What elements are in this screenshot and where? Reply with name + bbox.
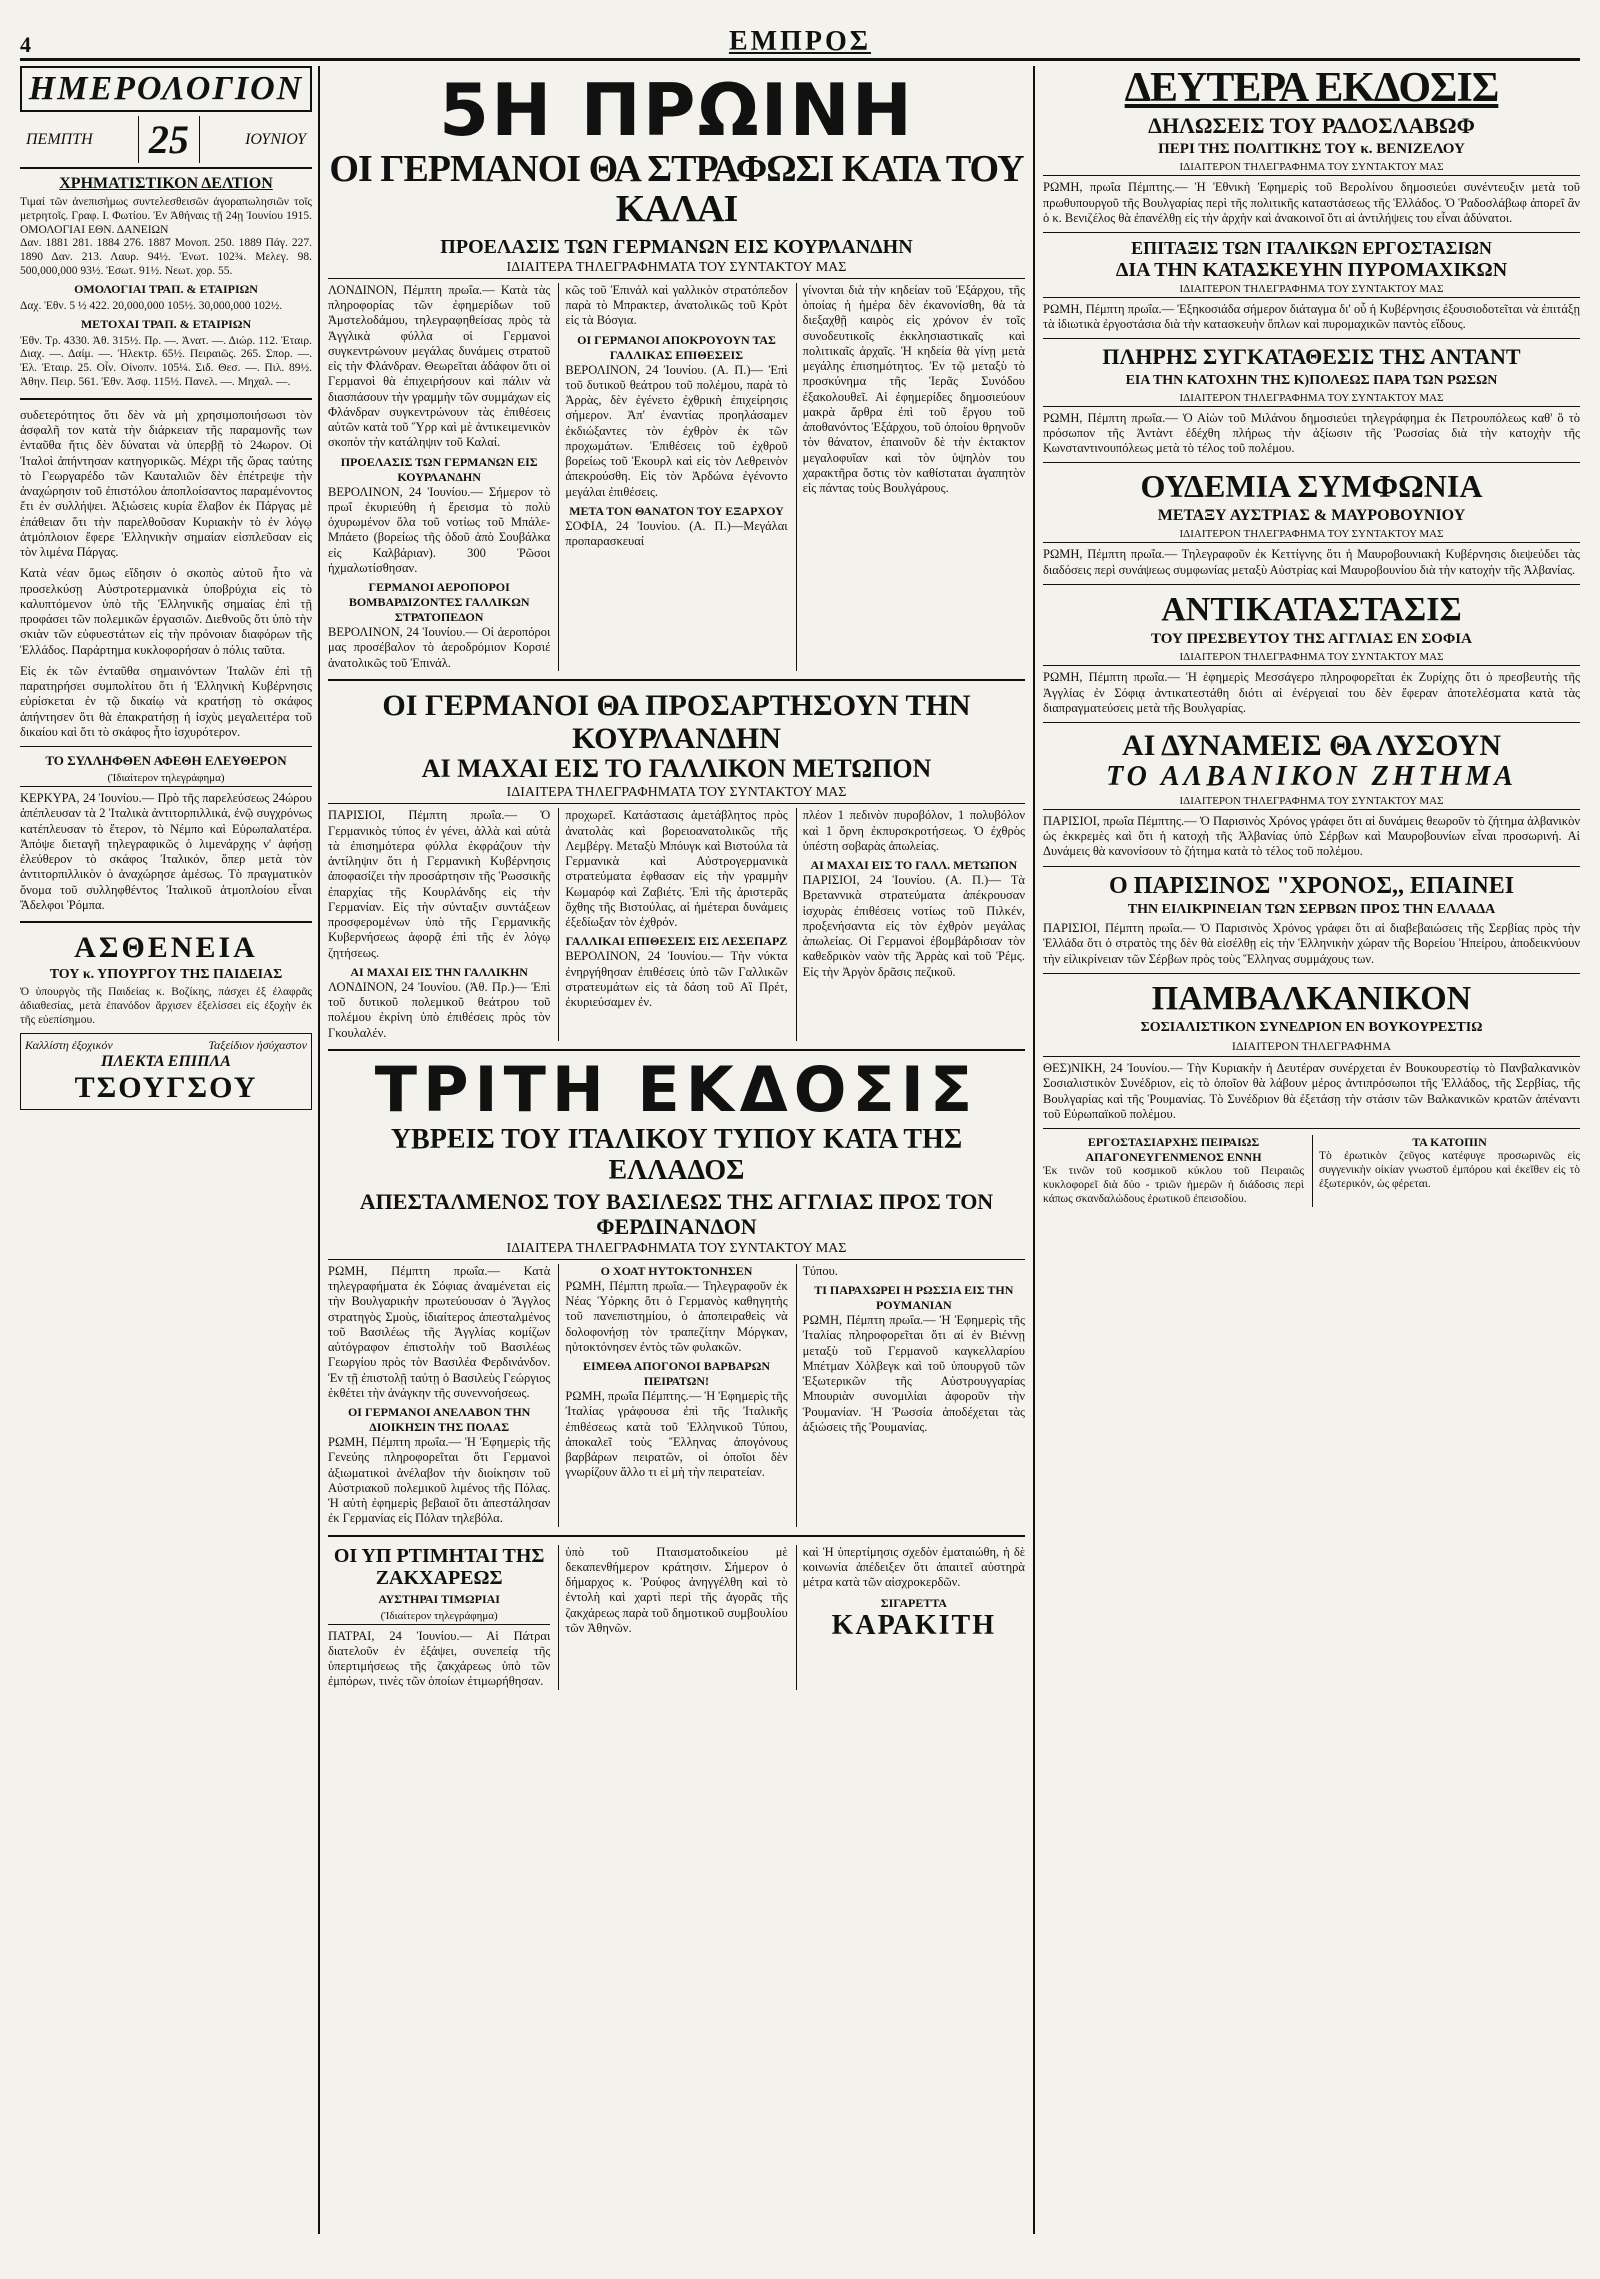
replacement-kicker: ΙΔΙΑΙΤΕΡΟΝ ΤΗΛΕΓΡΑΦΗΜΑ ΤΟΥ ΣΥΝΤΑΚΤΟΥ ΜΑΣ [1043,651,1580,666]
block1-col2-sub2: ΜΕΤΑ ΤΟΝ ΘΑΝΑΤΟΝ ΤΟΥ ΕΞΑΡΧΟΥ [569,503,784,518]
panbalkan-text: ΘΕΣ)ΝΙΚΗ, 24 Ἰουνίου.— Τὴν Κυριακὴν ἡ Δευτέραν συνέρχεται ἐν Βουκουρεστίῳ τὸ Πανβαλκανικὸν Σοσιαλιστικὸν Συνέδριον, εἰς τὸ ὁποῖον θὰ λάβουν μέρος ἀντιπρόσωποι τῆς Ἑλλάδος, τῆς Σερβίας, τῆς Βουλγαρίας καὶ τῆς Ῥουμανίας. Τὸ Συνέδριον θὰ ἐξετάσῃ τὴν στάσιν τῶν Βαλκανικῶν κρατῶν ἀπέναντι τοῦ Εὐρωπαϊκοῦ πολέμου. [1043,1061,1580,1121]
no-agreement-headline: ΟΥΔΕΜΙΑ ΣΥΜΦΩΝΙΑ [1140,468,1483,505]
bottom-block [1043,1135,1580,1206]
subhead-courland: ΠΡΟΕΛΑΣΙΣ ΤΩΝ ΓΕΡΜΑΝΩΝ ΕΙΣ ΚΟΥΡΛΑΝΔΗΝ [440,235,913,258]
left-column [20,66,320,2234]
divider [1043,338,1580,339]
masthead [20,14,1580,61]
block2-col3-sub: ΑΙ ΜΑΧΑΙ ΕΙΣ ΤΟ ΓΑΛΛ. ΜΕΤΩΠΟΝ [810,858,1018,873]
entente-kicker: ΙΔΙΑΙΤΕΡΟΝ ΤΗΛΕΓΡΑΦΗΜΑ ΤΟΥ ΣΥΝΤΑΚΤΟΥ ΜΑΣ [1043,392,1580,407]
divider [20,746,312,747]
sugar-col3: καὶ Ἡ ὑπερτίμησις σχεδὸν ἐματαιώθη, ἡ δὲ κοινωνία ἀπέδειξεν ὅτι ἀπαιτεῖ αὐστηρὰ μέτρα κατὰ τῶν αἰσχροκερδῶν. [802,1544,1025,1590]
finance-title: ΧΡΗΜΑΤΙΣΤΙΚΟΝ ΔΕΛΤΙΟΝ [59,175,273,192]
block1-col1-text: ΛΟΝΔΙΝΟΝ, Πέμπτη πρωΐα.— Κατὰ τὰς πληροφορίας τῶν ἐφημερίδων τοῦ Ἀμστελοδάμου, τηλεγραφηθείσας πρὸς τὰ Ἀγγλικὰ φύλλα οἱ Γερμανοὶ συγκεντρώνουν μεγάλας δυνάμεις στρατοῦ εἰς τὴν Φλάνδραν. Θεωρεῖται ἀδάφον ὅτι οἱ Γερμανοὶ θὰ ἐπιχειρήσουν καὶ πάλιν νὰ διασπάσουν τὴν γραμμὴν τῶν συμμάχων εἰς Φλάνδραν συγκεντρώνουν τὰς ἐπιθέσεις αὐτῶν κατὰ τοῦ Ὕρρ καὶ μὲ ἀντικειμενικὸν σκοπὸν τὴν κατάληψιν τοῦ Καλαί. [328,282,551,450]
captured-title: ΤΟ ΣΥΛΛΗΦΘΕΝ ΑΦΕΘΗ ΕΛΕΥΘΕΡΟΝ [45,753,287,769]
left-article-2: Κατὰ νέαν ὅμως εἴδησιν ὁ σκοπὸς αὐτοῦ ἦτο νὰ προσελκύσῃ Αὐστροτερμανικὰ ὑποβρύχια εἰς τὸ καλυπτόμενον ὑπὸ τῆς Ἑλληνικῆς σημαίας ἐπὶ τῇ προφάσει τῶν πολεμικῶν ἐργασιῶν. Διεθνοῦς ὅτι ὑπὸ τὴν σκιὰν τῶν εὐφυεστάτων εἰς τὴν πρόνοιαν διαφόρων τῆς Ἑλλάδος. Παράρτημα κυκλοφορήσαν ὁ πόλις ταῦτα. [20,566,312,657]
radoslavov-kicker: ΙΔΙΑΙΤΕΡΟΝ ΤΗΛΕΓΡΑΦΗΜΑ ΤΟΥ ΣΥΝΤΑΚΤΟΥ ΜΑΣ [1043,161,1580,176]
second-edition-title: ΔΕΥΤΕΡΑ ΕΚΔΟΣΙΣ [1124,66,1499,111]
ad-subtitle: ΠΛΕΚΤΑ ΕΠΙΠΛΑ [101,1053,231,1071]
no-agreement-kicker: ΙΔΙΑΙΤΕΡΟΝ ΤΗΛΕΓΡΑΦΗΜΑ ΤΟΥ ΣΥΝΤΑΚΤΟΥ ΜΑΣ [1043,528,1580,543]
middle-column [320,66,1035,2234]
aftermath-title: ΤΑ ΚΑΤΟΠΙΝ [1412,1135,1487,1150]
block2-col1-sub: ΑΙ ΜΑΧΑΙ ΕΙΣ ΤΗΝ ΓΑΛΛΙΚΗΝ [350,964,528,979]
kicker-3: ΙΔΙΑΙΤΕΡΑ ΤΗΛΕΓΡΑΦΗΜΑΤΑ ΤΟΥ ΣΥΝΤΑΚΤΟΥ ΜΑΣ [328,1241,1025,1260]
block3-col1-text2: ΡΩΜΗ, Πέμπτη πρωΐα.— Ἡ Ἐφημερὶς τῆς Γενεύης πληροφορεῖται ὅτι Γερμανοὶ ἀξιωματικοὶ ἀνέλαβον τὴν διοίκησιν τοῦ Αὐστριακοῦ πολεμικοῦ λιμένος τῆς Πόλας. Ἡ αὐτὴ ἐφημερὶς βεβαιοῖ ὅτι ἀπεστάλησαν ἐκ Γερμανίας εἰς Πόλαν τηλεβόλα. [328,1435,551,1526]
sugar-sub: ΑΥΣΤΗΡΑΙ ΤΙΜΩΡΙΑΙ [378,1591,500,1606]
no-agreement-text: ΡΩΜΗ, Πέμπτη πρωΐα.— Τηλεγραφοῦν ἐκ Κεττίγνης ὅτι ἡ Μαυροβουνιακὴ Κυβέρνησις διεψεύδει τὰς διαδόσεις περὶ συνάψεως συμφωνίας μεταξὺ Αὐστρίας καὶ Μαυροβουνίου διὰ τὴν κατοχὴν τῆς Ἀλβανίας. [1043,547,1580,577]
block1-col1-text3: ΒΕΡΟΛΙΝΟΝ, 24 Ἰουνίου.— Οἱ ἀεροπόροι μας προσέβαλον τὸ ἀεροδρόμιον Κορσιέ ἀνατολικῶς τοῦ Ἐπινάλ. [328,625,551,670]
block3-col1-sub: ΟΙ ΓΕΡΜΑΝΟΙ ΑΝΕΛΑΒΟΝ ΤΗΝ ΔΙΟΙΚΗΣΙΝ ΤΗΣ ΠΟΛΑΣ [347,1405,531,1435]
ad-top-left: Καλλίστη ἐξοχικόν [25,1038,113,1053]
left-article-1: συδετερότητος ὅτι δὲν νὰ μὴ χρησιμοποιήσωσι τὸν ἀσφαλῆ τον κατὰ τὴν διάρκειαν τῆς παραμονῆς των ἐνταῦθα ἥτις δὲν δύναται νὰ ὑπερβῇ τὸ 24ωρον. Οἱ Ἰταλοὶ ἀπήντησαν κατηγορικῶς. Μέχρι τῆς ὥρας ταύτης τὸ Γεωργαρέδο τῶν Καυταλιῶν δὲν ἐπέτρεψε τὴν ἀναχώρησιν τοῦ ἐπιστόλου ἀποπλοίσαντος παραμένοντος ἔτι ἐν συλλήψει. Ἀξιώσεις κυρία ἔλαβον ἐκ Πάργας μὲ ἐπάθειαν ὅτι τὴν παρελθοῦσαν Κυριακὴν τὸ ἐν λόγῳ ἀτμόπλοιον ἔφερε Ἑλληνικὴν σημαίαν εἰσπλεῦσαν εἰς τὸν λιμένα Πάργας. [20,407,312,560]
block3-col3-text0: Τύπου. [802,1263,838,1278]
block3-col1-text: ΡΩΜΗ, Πέμπτη πρωΐα.— Κατὰ τηλεγραφήματα ἐκ Σόφιας ἀναμένεται εἰς τὴν Βουλγαρικὴν πρωτεύουσαν ὁ Ἄγγλος στρατηγὸς Σμοὺς, ἰδιαίτερος ἀπεσταλμένος τοῦ Βασιλέως τῆς Ἀγγλίας κομίζων αὐτόγραφον ἐπιστολὴν τοῦ Βασιλέως Γεωργίου πρὸς τὸν Βασιλέα Φερδινάνδον. Ἐν τῇ ἐπιστολῇ ταύτῃ ὁ Βασιλεὺς Γεώργιος ἐκθέτει τὴν ἀνάγκην τῆς συνεννοήσεως. [328,1263,551,1400]
block3-col2-sub2: ΕΙΜΕΘΑ ΑΠΟΓΟΝΟΙ ΒΑΡΒΑΡΩΝ ΠΕΙΡΑΤΩΝ! [582,1359,771,1389]
article-block-4 [328,1545,1025,1690]
headline-insults: ΥΒΡΕΙΣ ΤΟΥ ΙΤΑΛΙΚΟΥ ΤΥΠΟΥ ΚΑΤΑ ΤΗΣ ΕΛΛΑΔΟΣ [390,1123,963,1186]
block3-col2-text2: ΡΩΜΗ, πρωΐα Πέμπτης.— Ἡ Ἐφημερὶς τῆς Ἰταλίας γράφουσα ἐπὶ τῆς Ἰταλικῆς ἐπιθέσεως κατὰ τοῦ Ἑλληνικοῦ Τύπου, ἀποκαλεῖ τοὺς Ἕλληνας ἀπογόνους βαρβάρων πειρατῶν, οἱ ὁποῖοι δὲν γνωρίζουν ἄλλο τι εἰ μὴ τὴν πειρατείαν. [565,1389,788,1480]
sugar-text: ΠΑΤΡΑΙ, 24 Ἰουνίου.— Αἱ Πάτραι διατελοῦν ἐν ἐξάψει, συνεπείᾳ τῆς ὑπερτιμήσεως τῆς ζακχάρεως ὑπὸ τῶν ἐμπόρων, τινὲς τῶν ὁποίων ἐτιμωρήθησαν. [328,1628,551,1689]
panbalkan-sub: ΣΟΣΙΑΛΙΣΤΙΚΟΝ ΣΥΝΕΔΡΙΟΝ ΕΝ ΒΟΥΚΟΥΡΕΣΤΙΩ [1140,1020,1483,1036]
albanian-text: ΠΑΡΙΣΙΟΙ, πρωΐα Πέμπτης.— Ὁ Παρισινὸς Χρόνος γράφει ὅτι αἱ δυνάμεις θεωροῦν τὸ ζήτημα ἀλβανικὸν ὡς ἐκκρεμὲς καὶ ὅτι ἡ κατοχὴ τῆς Ἀλβανίας ὑπὸ Σέρβων καὶ Μαυροβουνίων εἶναι προσωρινή. Αἱ Δυνάμεις θὰ κανονίσουν τὸ ζήτημα κατὰ τὸ τέλος τοῦ πολέμου. [1043,813,1580,859]
replacement-text: ΡΩΜΗ, Πέμπτη πρωΐα.— Ἡ ἐφημερὶς Μεσσάγερο πληροφορεῖται ἐκ Ζυρίχης ὅτι ὁ πρεσβευτὴς τῆς Ἀγγλίας ἐν Σόφιᾳ ἀντικατεστάθη διότι αἱ ἐνέργειαί του δὲν ἔφεραν ἀποτελέσματα κατὰ τὰς διαπραγματεύσεις μετὰ τῆς Βουλγαρίας. [1043,670,1580,715]
block2-col2-text2: ΒΕΡΟΛΙΝΟΝ, 24 Ἰουνίου.— Τὴν νύκτα ἐνηργήθησαν ἐπιθέσεις ὑπὸ τῶν Γαλλικῶν στρατευμάτων εἰς τὰ δάση τοῦ Αἲ Πρέτ, ἐκυριεύσαμεν ἐν. [565,949,788,1010]
entente-sub: ΕΙΑ ΤΗΝ ΚΑΤΟΧΗΝ ΤΗΣ Κ)ΠΟΛΕΩΣ ΠΑΡΑ ΤΩΝ ΡΩΣΩΝ [1125,372,1498,388]
third-edition-title: ΤΡΙΤΗ ΕΚΔΟΣΙΣ [374,1052,979,1126]
ad-top-right: Ταξείδιον ἡσύχαστον [208,1038,307,1053]
radoslavov-text: ΡΩΜΗ, πρωΐα Πέμπτης.— Ἡ Ἐθνικὴ Ἐφημερὶς τοῦ Βερολίνου δημοσιεύει συνέντευξιν μετὰ τοῦ πρωθυπουργοῦ τῆς Βουλγαρίας περὶ τῆς πολιτικῆς καταστάσεως τῆς Ἑλλάδος. Ὁ Ῥαδοσλάβωφ ἀπορεῖ ἂν ὁ κ. Βενιζέλος θὰ ἐπανέλθῃ εἰς τὴν ἀρχὴν καὶ ἀνακοινοῖ ὅτι αἱ ἀντιλήψεις του εἶναι ἀδύνατοι. [1043,180,1580,225]
entente-text: ΡΩΜΗ, Πέμπτη πρωΐα.— Ὁ Αἰὼν τοῦ Μιλάνου δημοσιεύει τηλεγράφημα ἐκ Πετρουπόλεως καθ' ὃ τὸ πρόσωπον τῆς Ἀντὰντ ἐδέχθη πλήρως τὴν ἀξίωσιν τῆς Ῥωσσίας διὰ τὴν κατοχὴν τῆς Κωνσταντινουπόλεως μετὰ τὸ τέλος τοῦ πολέμου. [1043,410,1580,456]
divider [1043,1128,1580,1129]
block1-col2-text3: ΣΟΦΙΑ, 24 Ἰουνίου. (Α. Π.)—Μεγάλαι προπαρασκευαί [565,518,788,549]
article-block-2 [328,808,1025,1041]
paper-name: ΕΜΠΡΟΣ [728,26,872,57]
albanian-headline: ΑΙ ΔΥΝΑΜΕΙΣ ΘΑ ΛΥΣΟΥΝ [1122,729,1501,763]
article-block-1 [328,283,1025,671]
companies-title: ΟΜΟΛΟΓΙΑΙ ΤΡΑΠ. & ΕΤΑΙΡΙΩΝ [74,281,258,296]
edition-title: 5Η ΠΡΩΙΝΗ [439,68,914,152]
ad-brand: ΤΣΟΥΓΣΟΥ [74,1071,258,1105]
block1-col1-sub: ΠΡΟΕΛΑΣΙΣ ΤΩΝ ΓΕΡΜΑΝΩΝ ΕΙΣ ΚΟΥΡΛΑΝΔΗΝ [340,454,538,484]
headline-annex: ΟΙ ΓΕΡΜΑΝΟΙ ΘΑ ΠΡΟΣΑΡΤΗΣΟΥΝ ΤΗΝ ΚΟΥΡΛΑΝΔΗΝ [382,688,971,755]
divider [1043,584,1580,585]
captured-kicker: (Ἰδιαίτερον τηλεγράφημα) [20,772,312,787]
headline-calais: ΟΙ ΓΕΡΜΑΝΟΙ ΘΑ ΣΤΡΑΦΩΣΙ ΚΑΤΑ ΤΟΥ ΚΑΛΑΙ [329,148,1024,230]
furniture-ad [20,1033,312,1110]
factories-text: ΡΩΜΗ, Πέμπτη πρωΐα.— Ἐξηκοσιάδα σήμερον διάταγμα δι' οὗ ἡ Κυβέρνησις ἐξουσιοδοτεῖται νὰ ἐπιτάξῃ τὰ ἰδιωτικὰ ἐργοστάσια διὰ τὴν κατασκευὴν ὅπλων καὶ πυρομαχικῶν παντὸς εἴδους. [1043,301,1580,332]
divider [1043,722,1580,723]
block3-col2-text: ΡΩΜΗ, Πέμπτη πρωΐα.— Τηλεγραφοῦν ἐκ Νέας Ὑόρκης ὅτι ὁ Γερμανὸς καθηγητὴς τοῦ πανεπιστημίου, ὁ ἀποπειραθεὶς νὰ δολοφονήσῃ τὸν τραπεζίτην Μόργκαν, ηὐτοκτόνησεν ἐντὸς τῶν φυλακῶν. [565,1278,788,1354]
block1-col2-sub: ΟΙ ΓΕΡΜΑΝΟΙ ΑΠΟΚΡΟΥΟΥΝ ΤΑΣ ΓΑΛΛΙΚΑΣ ΕΠΙΘΕΣΕΙΣ [577,332,776,362]
block2-col2-text: προχωρεῖ. Κατάστασις ἀμετάβλητος πρὸς ἀνατολὰς καὶ βορειοανατολικῶς τῆς Λεμβέργ. Μεταξὺ Μπόυγκ καὶ Βιστούλα τὰ Γερμανικὰ καὶ Αὐστρογερμανικὰ στρατεύματα ἐφθασαν εἰς τὴν γραμμὴν Κωμαρόφ καὶ Ζαβιέτς. Ἐπὶ τῆς ἀριστερᾶς ὄχθης τῆς Βιστούλας, αἱ ἡμέτεραι δυνάμεις ἐξεδίωξαν τὸν ἐχθρόν. [565,808,788,930]
calendar-title: ΗΜΕΡΟΛΟΓΙΟΝ [20,66,312,112]
block3-col2-sub: Ο ΧΟΑΤ ΗΥΤΟΚΤΟΝΗΣΕΝ [600,1263,753,1278]
sugar-col2: ὑπὸ τοῦ Πταισματοδικείου μὲ δεκαπενθήμερον κράτησιν. Σήμερον ὁ δήμαρχος κ. Ῥούφος ἀνηγγέλθη καὶ τὸ ἐντολὴ καὶ χαρτὶ περὶ τῆς ἀγορᾶς τῆς ζακχάρεως παρὰ τοῦ δημοτικοῦ συμβουλίου τῶν Ἀθηνῶν. [565,1544,788,1635]
date-line [20,112,312,169]
block1-col3-text: γίνονται διὰ τὴν κηδείαν τοῦ Ἐξάρχου, τῆς ὁποίας ἡ ἡμέρα δὲν ἐκανονίσθη, θὰ τὰ διεξαχθῇ καιρὸς εἰς χρόνον ἐν τοῖς συνοδευτικοῖς ἐκκλησιαστικαῖς καὶ πολιτικαῖς ἀρχαῖς. Ἡ κηδεία θὰ γίνῃ μετὰ μεγάλης ἐπισημότητος. Ἐν τῷ μεταξὺ τὸ προσκύνημα τῆς Ἱερᾶς Συνόδου ἐξακολουθεῖ. Αἱ ἐφημερίδες δημοσιεύουν μακρὰ ἄρθρα ἐπὶ τοῦ ἔργου τοῦ ἀποθανόντος Ἐξάρχου, τοῦ ὁποίου θρηνοῦν τὸν θάνατον, ἐπαινοῦν δὲ τὴν ἐκτακτον μεγαλοφυΐαν καὶ τὸν ὑψηλὸν του χαρακτῆρα ὅστις τὸν καθίσταται ἀγαπητὸν εἰς πάντας τοὺς Βουλγάρους. [802,282,1025,496]
divider [328,679,1025,681]
divider [328,1535,1025,1537]
radoslavov-sub: ΠΕΡΙ ΤΗΣ ΠΟΛΙΤΙΚΗΣ ΤΟΥ κ. ΒΕΝΙΖΕΛΟΥ [1158,141,1465,158]
kicker-1: ΙΔΙΑΙΤΕΡΑ ΤΗΛΕΓΡΑΦΗΜΑΤΑ ΤΟΥ ΣΥΝΤΑΚΤΟΥ ΜΑΣ [328,260,1025,279]
divider [1043,973,1580,974]
block3-col3-sub: ΤΙ ΠΑΡΑΧΩΡΕΙ Η ΡΩΣΣΙΑ ΕΙΣ ΤΗΝ ΡΟΥΜΑΝΙΑΝ [814,1283,1014,1313]
block3-col3-text: ΡΩΜΗ, Πέμπτη πρωΐα.— Ἡ Ἐφημερὶς τῆς Ἰταλίας πληροφορεῖται ὅτι αἱ ἐν Βιέννῃ μεταξὺ τοῦ Γερμανοῦ καγκελλαρίου Μπέτμαν Χόλβεγκ καὶ τοῦ ὑπουργοῦ τῶν Ἐξωτερικῶν τῆς Αὐστρουγγαρίας Μπουριὰν συνομιλίαι ἀφοροῦν τὴν Ῥουμανίαν. Ἡ Ῥωσσία ἀποδέχεται τὰς ἀξιώσεις τῆς Ῥουμανίας. [802,1313,1025,1434]
page-number: 4 [20,32,31,57]
sugar-title: ΟΙ ΥΠ ΡΤΙΜΗΤΑΙ ΤΗΣ ΖΑΚΧΑΡΕΩΣ [333,1544,545,1589]
divider [1043,232,1580,233]
date-day: ΠΕΜΠΤΗ [26,130,93,148]
left-article-3: Εἰς ἐκ τῶν ἐνταῦθα σημαινόντων Ἰταλῶν ἐπὶ τῇ παρατηρήσει συμπολίτου ὅτι ἡ Ἑλληνικὴ Κυβέρνησις εὑρίσκεται ἐν τῷ δικαίῳ νὰ κρατήσῃ τὸ σκάφος ἀπήντησεν ὅτι θὰ ἐπακρατήσῃ ἡ ἰσχὺς μεγαλειτέρα τοῦ δικαίου καὶ ὅτι τὸ σκάφος ἦτο ἰσχυρότερον. [20,663,312,739]
radoslavov-headline: ΔΗΛΩΣΕΙΣ ΤΟΥ ΡΑΔΟΣΛΑΒΩΦ [1148,113,1475,139]
replacement-sub: ΤΟΥ ΠΡΕΣΒΕΥΤΟΥ ΤΗΣ ΑΓΓΛΙΑΣ ΕΝ ΣΟΦΙΑ [1151,631,1472,648]
block2-col3-text: πλέον 1 πεδινὸν πυροβόλον, 1 πολυβόλον καὶ 1 ὄρνη ἐκπυρσκροτήσεως. Ὁ ἐχθρὸς ὑπέστη σοβαρὰς ἀπωλείας. [802,808,1025,853]
divider [20,921,312,923]
captured-text: ΚΕΡΚΥΡΑ, 24 Ἰουνίου.— Πρὸ τῆς παρελεύσεως 24ώρου ἀπέπλευσαν τὰ 2 Ἰταλικὰ ἀντιτορπιλλικά, ἐνῷ συγχρόνως κατέπλευσαν τὸ ἕτερον, τὸ Νέμπο καὶ Εὐρωπαλατέρα. Ἀπόψε διεταγῆ τηλεγραφικῶς ὁ λιμενάρχης ν' ἀφήσῃ ἐλεύθερον τὸ σκάφος Ἰταλικόν, ὅπερ μετὰ τὸν ἀντιτορπιλλικὸν ὁ ἀναχώρησε ἀμέσως. Τὸ πραγματικὸν ὄνομα τοῦ συλληφθέντος Ἰταλικοῦ ἀτμοπλοίου εἶναι Ἄδελφοι Ῥόμπα. [20,791,312,912]
shares-title: ΜΕΤΟΧΑΙ ΤΡΑΠ. & ΕΤΑΙΡΙΩΝ [80,316,252,331]
shares-text: Ἐθν. Τρ. 4330. Ἀθ. 315½. Πρ. —. Ἀνατ. —. Διώρ. 112. Ἐταιρ. Διαχ. —. Δαίμ. —. Ἠλεκτρ. 65½. Πειραιῶς. 265. Σπορ. —. Ἐλ. Ἐταιρ. 25. Οἶν. Οἰνοπν. 105¼. Σιδ. Θεσ. —. Πιλ. 89½. Ἀθην. Πειρ. 561. Ἐθν. Ἀσφ. 115½. Πανελ. —. Μηχαλ. —. [20,334,312,388]
block1-col2-text: κῶς τοῦ Ἐπινάλ καὶ γαλλικὸν στρατόπεδον παρὰ τὸ Μπρακτερ, ἀνατολικῶς τοῦ Κρὸτ εἰς τὰ Βόσγια. [565,282,788,328]
no-agreement-sub: ΜΕΤΑΞΥ ΑΥΣΤΡΙΑΣ & ΜΑΥΡΟΒΟΥΝΙΟΥ [1157,507,1466,525]
factory-owner-text: Ἐκ τινῶν τοῦ κοσμικοῦ κύκλου τοῦ Πειραιῶς κυκλοφορεῖ διὰ δύο - τριῶν ἡμερῶν ἡ διάδοσις περὶ κάπως σκανδαλώδους ἐρωτικοῦ ἐπεισοδίου. [1043,1165,1304,1205]
illness-subtitle: ΤΟΥ κ. ΥΠΟΥΡΓΟΥ ΤΗΣ ΠΑΙΔΕΙΑΣ [49,967,283,983]
article-block-3 [328,1264,1025,1527]
cigarette-ad-brand: ΚΑΡΑΚΙΤΗ [831,1610,996,1642]
aftermath-text: Τὸ ἐρωτικὸν ζεῦγος κατέφυγε προσωρινῶς εἰς συγγενικὴν οἰκίαν γνωστοῦ ἐμπόρου καὶ ἐκεῖθεν εἰς τὸ ἐξωτερικόν, ὡς φέρεται. [1319,1150,1580,1190]
chronos-text: ΠΑΡΙΣΙΟΙ, Πέμπτη πρωΐα.— Ὁ Παρισινὸς Χρόνος γράφει ὅτι αἱ διαβεβαιώσεις τῆς Σερβίας πρὸς τὴν Ἑλλάδα ὅτι ὁ στρατὸς της δὲν θὰ εἰσέλθῃ εἰς τὴν Ἑλληνικὴν χώραν τῆς Βορείου Ἠπείρου, ἀποδεικνύουν τὴν εἰλικρίνειαν τῶν Σέρβων πρὸς τοὺς Ἕλληνας συμμάχους των. [1043,921,1580,966]
factories-kicker: ΙΔΙΑΙΤΕΡΟΝ ΤΗΛΕΓΡΑΦΗΜΑ ΤΟΥ ΣΥΝΤΑΚΤΟΥ ΜΑΣ [1043,283,1580,298]
subhead-battles: ΑΙ ΜΑΧΑΙ ΕΙΣ ΤΟ ΓΑΛΛΙΚΟΝ ΜΕΤΩΠΟΝ [421,753,932,783]
panbalkan-headline: ΠΑΜΒΑΛΚΑΝΙΚΟΝ [1151,979,1472,1017]
date-number: 25 [138,116,200,163]
right-column [1035,66,1580,2234]
illness-title: ΑΣΘΕΝΕΙΑ [74,931,258,965]
block2-col3-text2: ΠΑΡΙΣΙΟΙ, 24 Ἰουνίου. (Α. Π.)— Τὰ Βρεταννικὰ στρατεύματα ἀπέκρουσαν ἰσχυρὰς ἐπιθέσεις νοτίως τοῦ Πιλκέν, προξενήσαντα εἰς τὸν ἐχθρὸν μεγάλας ἀπωλείας. Οἱ Γερμανοὶ ἐβομβάρδισαν τὸν καθεδρικὸν ναὸν τῆς Ἀρρὰς καὶ τοῦ Ῥέμς. Εἰς τὴν Ἀργὸν δρᾶσις πεζικοῦ. [802,873,1025,979]
factory-owner-title: ΕΡΓΟΣΤΑΣΙΑΡΧΗΣ ΠΕΙΡΑΙΩΣ ΑΠΑΓΟΝΕΥΓΕΝΜΕΝΟΣ ΕΝΝΗ [1085,1135,1262,1165]
divider [328,1049,1025,1051]
factories-sub: ΔΙΑ ΤΗΝ ΚΑΤΑΣΚΕΥΗΝ ΠΥΡΟΜΑΧΙΚΩΝ [1115,258,1508,281]
divider [1043,462,1580,463]
date-month: ΙΟΥΝΙΟΥ [245,130,306,148]
albanian-kicker: ΙΔΙΑΙΤΕΡΟΝ ΤΗΛΕΓΡΑΦΗΜΑ ΤΟΥ ΣΥΝΤΑΚΤΟΥ ΜΑΣ [1043,795,1580,810]
sugar-kicker: (Ἰδιαίτερον τηλεγράφημα) [328,1610,550,1625]
chronos-headline: Ο ΠΑΡΙΣΙΝΟΣ "ΧΡΟΝΟΣ,, ΕΠΑΙΝΕΙ [1108,872,1515,899]
panbalkan-kicker: ΙΔΙΑΙΤΕΡΟΝ ΤΗΛΕΓΡΑΦΗΜΑ [1043,1039,1580,1057]
entente-headline: ΠΛΗΡΗΣ ΣΥΓΚΑΤΑΘΕΣΙΣ ΤΗΣ ΑΝΤΑΝΤ [1102,344,1521,370]
chronos-sub: ΤΗΝ ΕΙΛΙΚΡΙΝΕΙΑΝ ΤΩΝ ΣΕΡΒΩΝ ΠΡΟΣ ΤΗΝ ΕΛΛΑΔΑ [1127,902,1496,918]
block1-col1-sub2: ΓΕΡΜΑΝΟΙ ΑΕΡΟΠΟΡΟΙ ΒΟΜΒΑΡΔΙΖΟΝΤΕΣ ΓΑΛΛΙΚΩΝ ΣΤΡΑΤΟΠΕΔΟΝ [348,580,530,625]
albanian-sub: ΤΟ ΑΛΒΑΝΙΚΟΝ ΖΗΤΗΜΑ [1106,761,1517,793]
cigarette-ad-sub: ΣΙΓΑΡΕΤΤΑ [880,1596,947,1611]
block1-col2-text2: ΒΕΡΟΛΙΝΟΝ, 24 Ἰουνίου. (Α. Π.)— Ἐπὶ τοῦ δυτικοῦ θεάτρου τοῦ πολέμου, παρὰ τὸ Ἀρρὰς, δὲν ἐγένετο ἐχθρικὴ ἐπιχείρησις σήμερον. Ἀπ' ἐναντίας προηλάσαμεν ἐκδιώξαντες τὸν ἐχθρὸν ἐκ τῶν προχωμάτων. Ἐπιθέσεις τοῦ ἐχθροῦ βορείως τοῦ Ἐκουρλ καὶ εἰς τὸν Λεθρεινὸν ἀπεκρούσθη. Εἰς τὸν Ἀρδώνα ἐγένοντο μεγάλαι ἐπιθέσεις. [565,362,788,499]
block1-col1-text2: ΒΕΡΟΛΙΝΟΝ, 24 Ἰουνίου.— Σήμερον τὸ πρωΐ ἐκυριεύθη ἡ ἔρεισμα τὸ πολὺ ὀχυρωμένον ὅλα τοῦ νοτίως τοῦ Μπάλε-Μπάετο (βορείως τῆς ὁδοῦ ἀπὸ Σουβάλκα εἰς Καλβάριαν). 300 Ῥῶσοι ἠχμαλωτίσθησαν. [328,484,551,575]
divider [20,398,312,400]
divider [1043,866,1580,867]
block2-col1-text2: ΛΟΝΔΙΝΟΝ, 24 Ἰουνίου. (Ἀθ. Πρ.)— Ἐπὶ τοῦ δυτικοῦ πολεμικοῦ θεάτρου τοῦ πολέμου ἐκρίνη ὑπὸ ἐπιθέσεις πρὸς τὸν Γκουλαλέν. [328,979,551,1040]
illness-text: Ὁ ὑπουργὸς τῆς Παιδείας κ. Βοζίκης, πάσχει ἐξ ἐλαφρᾶς ἀδιαθεσίας, μετὰ ἐπανόδον ἄρχισεν ἐξελίσσει εἰς ἐξοχὴν ἐκ τῆς εὐεπίσημου. [20,986,312,1026]
finance-rows: Δαν. 1881 281. 1884 276. 1887 Μονοπ. 250. 1889 Πάγ. 227. 1890 Δαν. 213. Λαυρ. 94½. Ἑνωτ. 102¾. Μελεγ. 98. 500,000,000 93½. Ἐσωτ. 91½. Νεωτ. χορ. 55. [20,237,312,277]
companies-text: Δαχ. Ἐθν. 5 ½ 422. 20,000,000 105½. 30,000,000 102½. [20,299,283,312]
factories-headline: ΕΠΙΤΑΞΙΣ ΤΩΝ ΙΤΑΛΙΚΩΝ ΕΡΓΟΣΤΑΣΙΩΝ [1131,238,1492,259]
kicker-2: ΙΔΙΑΙΤΕΡΑ ΤΗΛΕΓΡΑΦΗΜΑΤΑ ΤΟΥ ΣΥΝΤΑΚΤΟΥ ΜΑΣ [328,785,1025,804]
block2-col1-text: ΠΑΡΙΣΙΟΙ, Πέμπτη πρωΐα.— Ὁ Γερμανικὸς τύπος ἐν γένει, ἀλλὰ καὶ αὐτὰ τὰ ἐπισημότερα φύλλα ἐκφράζουν τὴν ἀντίληψιν ὅτι ἡ Γερμανικὴ Κυβέρνησις ἀποφασίζει τὴν προσάρτησιν τῆς Ῥωσσικῆς ἐπαρχίας τῆς Κουρλάνδης εἰς τὴν Γερμανίαν. Εἰς τὴν σύνταξιν συντάξεων προσφερομένων ὑπὸ τῆς Γερμανικῆς Κυβερνήσεως ἀφορᾷ ἐπὶ τῆς ἐν λόγῳ ζητήσεως. [328,808,551,960]
newspaper-page [20,14,1580,2234]
block2-col2-sub: ΓΑΛΛΙΚΑΙ ΕΠΙΘΕΣΕΙΣ ΕΙΣ ΛΕΣΕΠΑΡΖ [565,934,788,949]
finance-text: Τιμαί τῶν ἀνεπισήμως συντελεσθεισῶν ἀγοραπωλησιῶν τοῖς μετρητοῖς. Γραφ. Ι. Φωτίου. Ἐν Ἀθήναις τῇ 24ῃ Ἰουνίου 1915. ΟΜΟΛΟΓΙΑΙ ΕΘΝ. ΔΑΝΕΙΩΝ [20,196,312,236]
replacement-headline: ΑΝΤΙΚΑΤΑΣΤΑΣΙΣ [1161,590,1462,628]
subhead-envoy: ΑΠΕΣΤΑΛΜΕΝΟΣ ΤΟΥ ΒΑΣΙΛΕΩΣ ΤΗΣ ΑΓΓΛΙΑΣ ΠΡΟΣ ΤΟΝ ΦΕΡΔΙΝΑΝΔΟΝ [359,1189,994,1239]
